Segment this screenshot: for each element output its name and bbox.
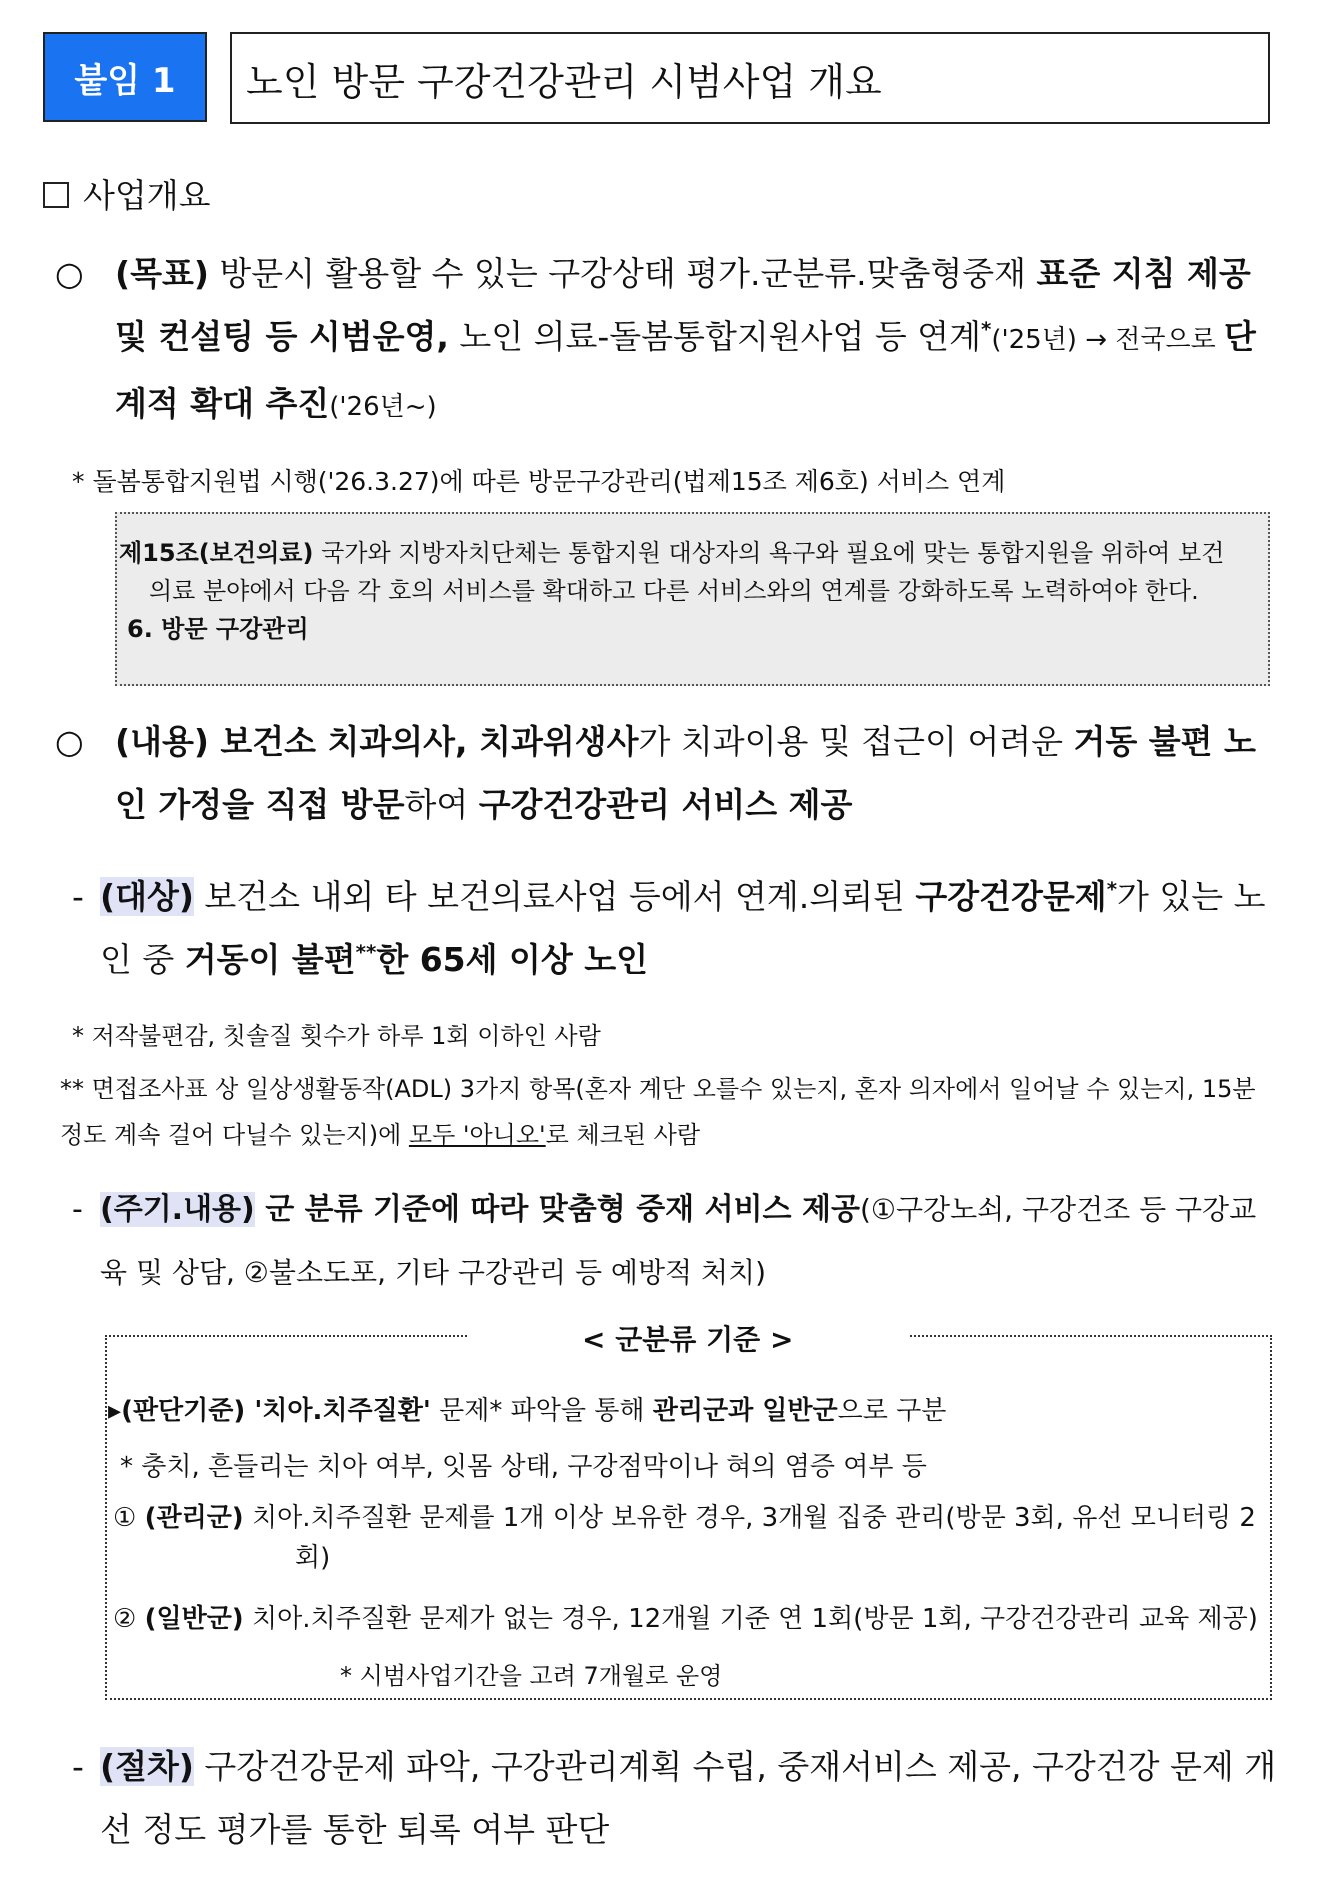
law-label: 제15조(보건의료) bbox=[119, 539, 314, 567]
goal-paragraph bbox=[55, 242, 1280, 439]
target-footnote-mark-1: * bbox=[1106, 878, 1118, 901]
circled-number-1: ① bbox=[113, 1503, 145, 1533]
target-footnote-2 bbox=[60, 1066, 1275, 1158]
goal-bold-1: 표준 지침 제공 및 컨설팅 등 시범운영, bbox=[115, 254, 1251, 356]
content-text-1: 가 치과이용 및 접근이 어려운 bbox=[638, 722, 1074, 761]
content-text bbox=[55, 710, 1280, 836]
target-bold-3: 한 65세 이상 노인 bbox=[376, 940, 649, 979]
procedure-paragraph bbox=[72, 1735, 1277, 1861]
target-footnote-2-text: ** 면접조사표 상 일상생활동작(ADL) 3가지 항목(혼자 계단 오를수 있는지, 혼자 의자에서 일어날 수 있는지, 15분 정도 계속 걸어 다닐수 있는지)에 bbox=[60, 1075, 1256, 1149]
cycle-paragraph bbox=[72, 1178, 1277, 1304]
law-line-2: 의료 분야에서 다음 각 호의 서비스를 확대하고 다른 서비스와의 연계를 강화하도록 노력하여야 한다. bbox=[149, 577, 1199, 605]
goal-footnote: * 돌봄통합지원법 시행('26.3.27)에 따른 방문구강관리(법제15조 제6호) 서비스 연계 bbox=[72, 467, 1006, 496]
target-footnote-mark-2: ** bbox=[355, 941, 377, 964]
dash-bullet: - bbox=[72, 1747, 84, 1786]
procedure-body: 구강건강문제 파악, 구강관리계획 수립, 중재서비스 제공, 구강건강 문제 개선 정도 평가를 통한 퇴록 여부 판단 bbox=[100, 1747, 1277, 1849]
target-bold-2: 거동이 불편 bbox=[184, 940, 356, 979]
goal-text bbox=[55, 242, 1280, 439]
criteria-box-top-left-border bbox=[105, 1335, 467, 1337]
target-paragraph bbox=[72, 865, 1277, 991]
target-label: (대상) bbox=[100, 877, 194, 916]
criteria-judgement-bold: 관리군과 일반군 bbox=[652, 1396, 838, 1426]
content-bold-1: (내용) 보건소 치과의사, 치과위생사 bbox=[115, 722, 639, 761]
target-text-1: 보건소 내외 타 보건의료사업 등에서 연계.의뢰된 bbox=[193, 877, 916, 916]
target-text-2: 가 있는 노인 중 bbox=[100, 877, 1266, 979]
cycle-label: (주기.내용) bbox=[100, 1192, 255, 1227]
criteria-managed-line bbox=[113, 1498, 1273, 1538]
law-item-6: 6. 방문 구강관리 bbox=[127, 615, 309, 643]
cycle-bold: 군 분류 기준에 따라 맞춤형 중재 서비스 제공 bbox=[254, 1192, 860, 1227]
cycle-detail: (①구강노쇠, 구강건조 등 구강교육 및 상담, ②불소도포, 기타 구강관리 등 예방적 처치) bbox=[100, 1193, 1257, 1289]
attachment-badge: 붙임 1 bbox=[43, 32, 207, 122]
goal-text-2: 노인 의료-돌봄통합지원사업 등 연계 bbox=[448, 317, 981, 356]
target-footnote-2-end: 로 체크된 사람 bbox=[545, 1121, 701, 1149]
goal-label: (목표) bbox=[115, 254, 209, 293]
law-excerpt-box bbox=[115, 512, 1270, 686]
target-text bbox=[72, 865, 1277, 991]
goal-footnote-mark: * bbox=[980, 318, 992, 341]
criteria-note: * 시범사업기간을 고려 7개월로 운영 bbox=[340, 1662, 723, 1690]
checkbox-square-icon bbox=[43, 182, 69, 208]
criteria-managed-continuation: 회) bbox=[295, 1543, 331, 1573]
document-title-text: 노인 방문 구강건강관리 시범사업 개요 bbox=[246, 59, 882, 104]
dash-bullet: - bbox=[72, 877, 84, 916]
target-footnote-2-underlined: 모두 '아니오' bbox=[408, 1121, 546, 1149]
procedure-text bbox=[72, 1735, 1277, 1861]
circle-bullet-icon: ○ bbox=[55, 254, 84, 293]
criteria-judgement-text-1: 문제* 파악을 통해 bbox=[430, 1396, 653, 1426]
content-text-2: 하여 bbox=[404, 785, 479, 824]
criteria-box-top-right-border bbox=[910, 1335, 1272, 1337]
triangle-bullet-icon: ▸ bbox=[108, 1396, 122, 1426]
procedure-label: (절차) bbox=[100, 1747, 194, 1786]
law-text-1: 국가와 지방자치단체는 통합지원 대상자의 욕구와 필요에 맞는 통합지원을 위하여 보건 bbox=[313, 539, 1225, 567]
circle-bullet-icon: ○ bbox=[55, 722, 84, 761]
criteria-general-label: (일반군) bbox=[144, 1604, 244, 1634]
criteria-general-group bbox=[113, 1598, 1258, 1635]
criteria-managed-text: 치아.치주질환 문제를 1개 이상 보유한 경우, 3개월 집중 관리(방문 3회, 유선 모니터링 2 bbox=[243, 1503, 1256, 1533]
content-paragraph bbox=[55, 710, 1280, 836]
dash-bullet: - bbox=[72, 1192, 83, 1227]
criteria-title: < 군분류 기준 > bbox=[582, 1323, 794, 1356]
document-title bbox=[230, 32, 1270, 124]
content-bold-2: 거동 불편 노인 가정을 직접 방문 bbox=[115, 722, 1256, 824]
cycle-text bbox=[72, 1178, 1277, 1304]
goal-text-1: 방문시 활용할 수 있는 구강상태 평가.군분류.맞춤형중재 bbox=[208, 254, 1037, 293]
circled-number-2: ② bbox=[113, 1604, 145, 1634]
criteria-judgement-text-2: 으로 구분 bbox=[837, 1396, 947, 1426]
section-heading bbox=[43, 170, 211, 217]
target-bold-1: 구강건강문제 bbox=[915, 877, 1107, 916]
criteria-general-text: 치아.치주질환 문제가 없는 경우, 12개월 기준 연 1회(방문 1회, 구강건강관리 교육 제공) bbox=[243, 1604, 1258, 1634]
criteria-managed-group bbox=[113, 1498, 1273, 1578]
criteria-judgement-label: (판단기준) '치아.치주질환' bbox=[121, 1396, 431, 1426]
criteria-judgement bbox=[108, 1390, 946, 1427]
law-line-1 bbox=[119, 534, 1268, 572]
criteria-managed-label: (관리군) bbox=[144, 1503, 244, 1533]
section-heading-text: 사업개요 bbox=[83, 176, 211, 215]
target-footnote-1: * 저작불편감, 칫솔질 횟수가 하루 1회 이하인 사람 bbox=[72, 1022, 601, 1050]
goal-text-4: ('26년~) bbox=[329, 392, 437, 422]
goal-bold-2: 단계적 확대 추진 bbox=[115, 317, 1256, 423]
content-bold-3: 구강건강관리 서비스 제공 bbox=[478, 785, 853, 824]
goal-text-3: ('25년) → 전국으로 bbox=[991, 325, 1224, 355]
criteria-judgement-note: * 충치, 흔들리는 치아 여부, 잇몸 상태, 구강점막이나 혀의 염증 여부 등 bbox=[120, 1452, 927, 1482]
